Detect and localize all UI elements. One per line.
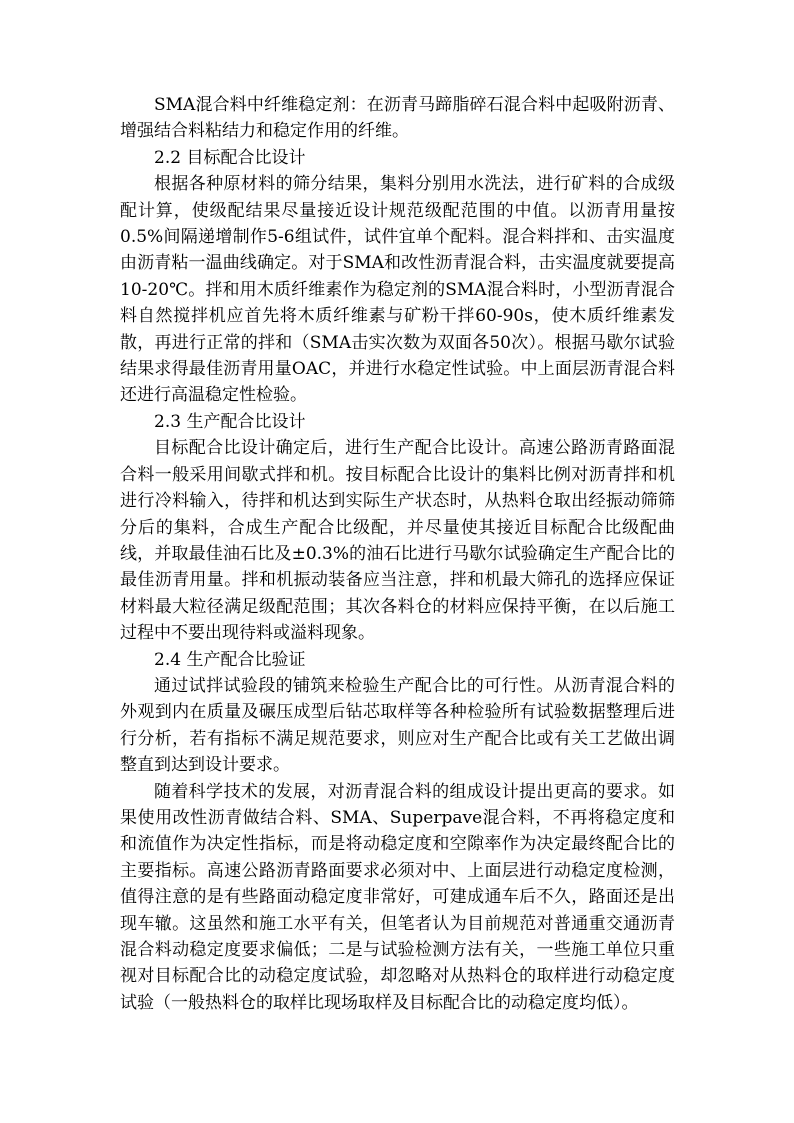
paragraph-requirements-discussion: 随着科学技术的发展，对沥青混合料的组成设计提出更高的要求。如果使用改性沥青做结合料、SMA、Superpave混合料，不再将稳定度和和流值作为决定性指标，而是将动稳定度和空隙率作为决定最终配合比的主要指标。高速公路沥青路面要求必须对中、上面层进行动稳定度检测，值得注意的是有些路面动稳定度非常好，可建成通车后不久，路面还是出现车辙。这虽然和施工水平有关，但笔者认为目前规范对普通重交通沥青混合料动稳定度要求偏低；二是与试验检测方法有关，一些施工单位只重视对目标配合比的动稳定度试验，却忽略对从热料仓的取样进行动稳定度试验（一般热料仓的取样比现场取样及目标配合比的动稳定度均低）。 (120, 781, 675, 1013)
paragraph-target-mix-design: 根据各种原材料的筛分结果，集料分别用水洗法，进行矿料的合成级配计算，使级配结果尽量接近设计规范级配范围的中值。以沥青用量按0.5%间隔递增制作5-6组试件，试件宜单个配料。混合料拌和、击实温度由沥青粘一温曲线确定。对于SMA和改性沥青混合料，击实温度就要提高10-20℃。拌和用木质纤维素作为稳定剂的SMA混合料时，小型沥青混合料自然搅拌机应首先将木质纤维素与矿粉干拌60-90s，使木质纤维素发散，再进行正常的拌和（SMA击实次数为双面各50次）。根据马歇尔试验结果求得最佳沥青用量OAC，并进行水稳定性试验。中上面层沥青混合料还进行高温稳定性检验。 (120, 174, 675, 406)
section-heading-2-3: 2.3 生产配合比设计 (154, 411, 306, 432)
section-heading-2-2: 2.2 目标配合比设计 (154, 147, 306, 168)
section-heading-2-4: 2.4 生产配合比验证 (154, 649, 306, 670)
paragraph-sma-fiber: SMA混合料中纤维稳定剂：在沥青马蹄脂碎石混合料中起吸附沥青、增强结合料粘结力和稳定作用的纤维。 (120, 95, 675, 142)
paragraph-production-mix-design: 目标配合比设计确定后，进行生产配合比设计。高速公路沥青路面混合料一般采用间歇式拌和机。按目标配合比设计的集料比例对沥青拌和机进行冷料输入，待拌和机达到实际生产状态时，从热料仓取出经振动筛筛分后的集料，合成生产配合比级配，并尽量使其接近目标配合比级配曲线，并取最佳油石比及±0.3%的油石比进行马歇尔试验确定生产配合比的最佳沥青用量。拌和机振动装备应当注意，拌和机最大筛孔的选择应保证材料最大粒径满足级配范围；其次各料仓的材料应保持平衡，在以后施工过程中不要出现待料或溢料现象。 (120, 438, 675, 644)
paragraph-production-mix-verification: 通过试拌试验段的铺筑来检验生产配合比的可行性。从沥青混合料的外观到内在质量及碾压成型后钻芯取样等各种检验所有试验数据整理后进行分析，若有指标不满足规范要求，则应对生产配合比或有关工艺做出调整直到达到设计要求。 (120, 675, 675, 776)
document-page (120, 92, 675, 1016)
